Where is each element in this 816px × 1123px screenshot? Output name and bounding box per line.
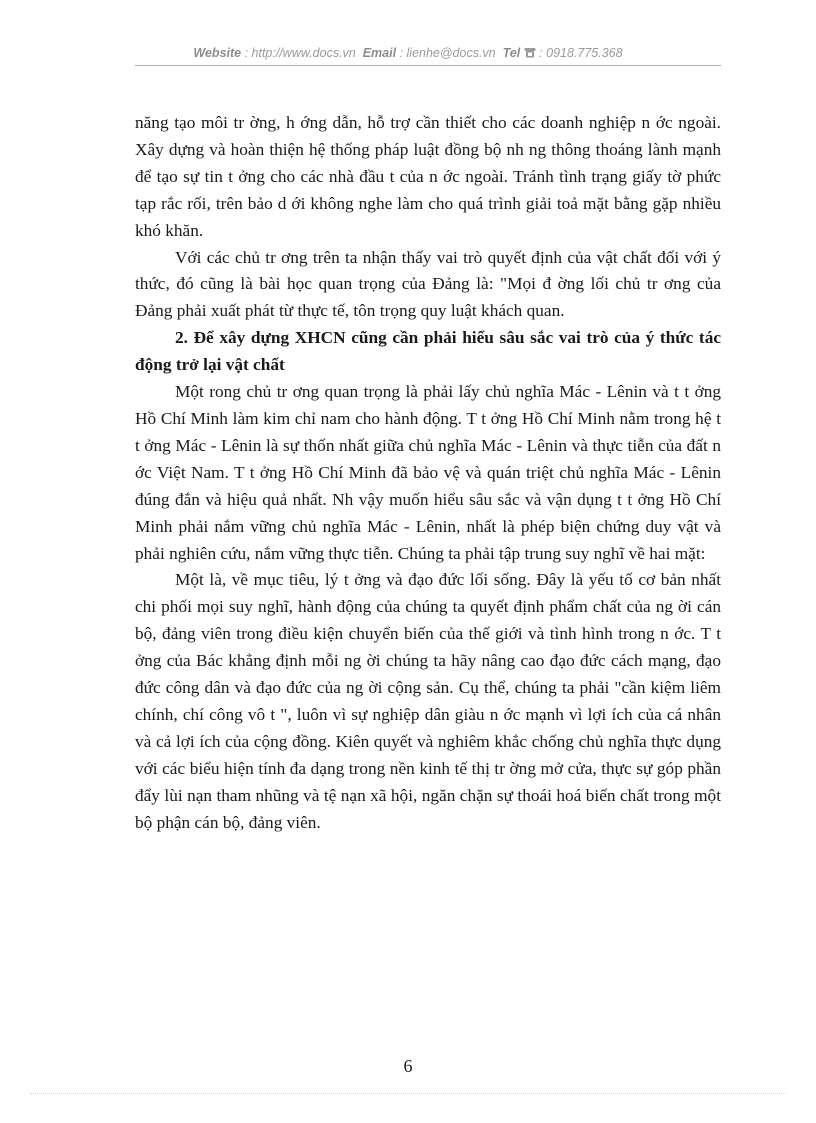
website-label: Website	[193, 46, 242, 60]
email-value: : lienhe@docs.vn	[399, 46, 496, 60]
page-number: 6	[403, 1056, 413, 1076]
phone-icon	[524, 47, 536, 61]
tel-value: : 0918.775.368	[539, 46, 623, 60]
document-body	[135, 110, 721, 836]
section-heading: 2. Để xây dựng XHCN cũng cần phải hiểu sâu sắc vai trò của ý thức tác động trở lại vật chất	[135, 328, 721, 375]
header-divider	[135, 65, 721, 66]
page-header	[0, 46, 816, 61]
paragraph: năng tạo môi tr ờng, h ớng dẫn, hỗ trợ cần thiết cho các doanh nghiệp n ớc ngoài. Xây dựng và hoàn thiện hệ thống pháp luật đồng bộ nh ng thông thoáng lành mạnh để tạo sự tin t ởng cho các nhà đầu t của n ớc ngoài. Tránh tình trạng giấy tờ phức tạp rắc rối, trên bảo d ới không nghe làm cho quá trình giải toả mặt bằng gặp nhiều khó khăn.	[135, 113, 721, 240]
email-label: Email	[362, 46, 397, 60]
tel-label: Tel	[502, 46, 521, 60]
website-value: : http://www.docs.vn	[244, 46, 356, 60]
paragraph: Một rong chủ tr ơng quan trọng là phải lấy chủ nghĩa Mác - Lênin và t t ởng Hồ Chí Minh làm kim chỉ nam cho hành động. T t ởng Hồ Chí Minh nằm trong hệ t t ởng Mác - Lênin là sự thốn nhất giữa chủ nghĩa Mác - Lênin và thực tiễn của đất n ớc Việt Nam. T t ởng Hồ Chí Minh đã bảo vệ và quán triệt chủ nghĩa Mác - Lênin đúng đắn và hiệu quả nhất. Nh vậy muốn hiểu sâu sắc và vận dụng t t ởng Hồ Chí Minh phải nắm vững chủ nghĩa Mác - Lênin, nhất là phép biện chứng duy vật và phải nghiên cứu, nắm vững thực tiễn. Chúng ta phải tập trung suy nghĩ về hai mặt:	[135, 382, 721, 563]
footer-divider	[30, 1093, 786, 1094]
paragraph: Với các chủ tr ơng trên ta nhận thấy vai trò quyết định của vật chất đối với ý thức, đó cũng là bài học quan trọng của Đảng là: "Mọi đ ờng lối chủ tr ơng của Đảng phải xuất phát từ thực tế, tôn trọng quy luật khách quan.	[135, 247, 721, 321]
paragraph: Một là, về mục tiêu, lý t ởng và đạo đức lối sống. Đây là yếu tố cơ bản nhất chi phối mọi suy nghĩ, hành động của chúng ta quyết định phẩm chất của ng ời cán bộ, đảng viên trong điều kiện chuyển biến của thế giới và tình hình trong n ớc. T t ởng của Bác khẳng định mỗi ng ời chúng ta hãy nâng cao đạo đức cách mạng, đạo đức công dân và đạo đức của ng ời cộng sản. Cụ thể, chúng ta phải "cần kiệm liêm chính, chí công vô t ", luôn vì sự nghiệp dân giàu n ớc mạnh vì lợi ích của cá nhân và cả lợi ích của cộng đồng. Kiên quyết và nghiêm khắc chống chủ nghĩa thực dụng với các biểu hiện tính đa dạng trong nền kinh tế thị tr ờng mở cửa, thực sự góp phần đẩy lùi nạn tham nhũng và tệ nạn xã hội, ngăn chặn sự thoái hoá biến chất trong một bộ phận cán bộ, đảng viên.	[135, 570, 721, 832]
